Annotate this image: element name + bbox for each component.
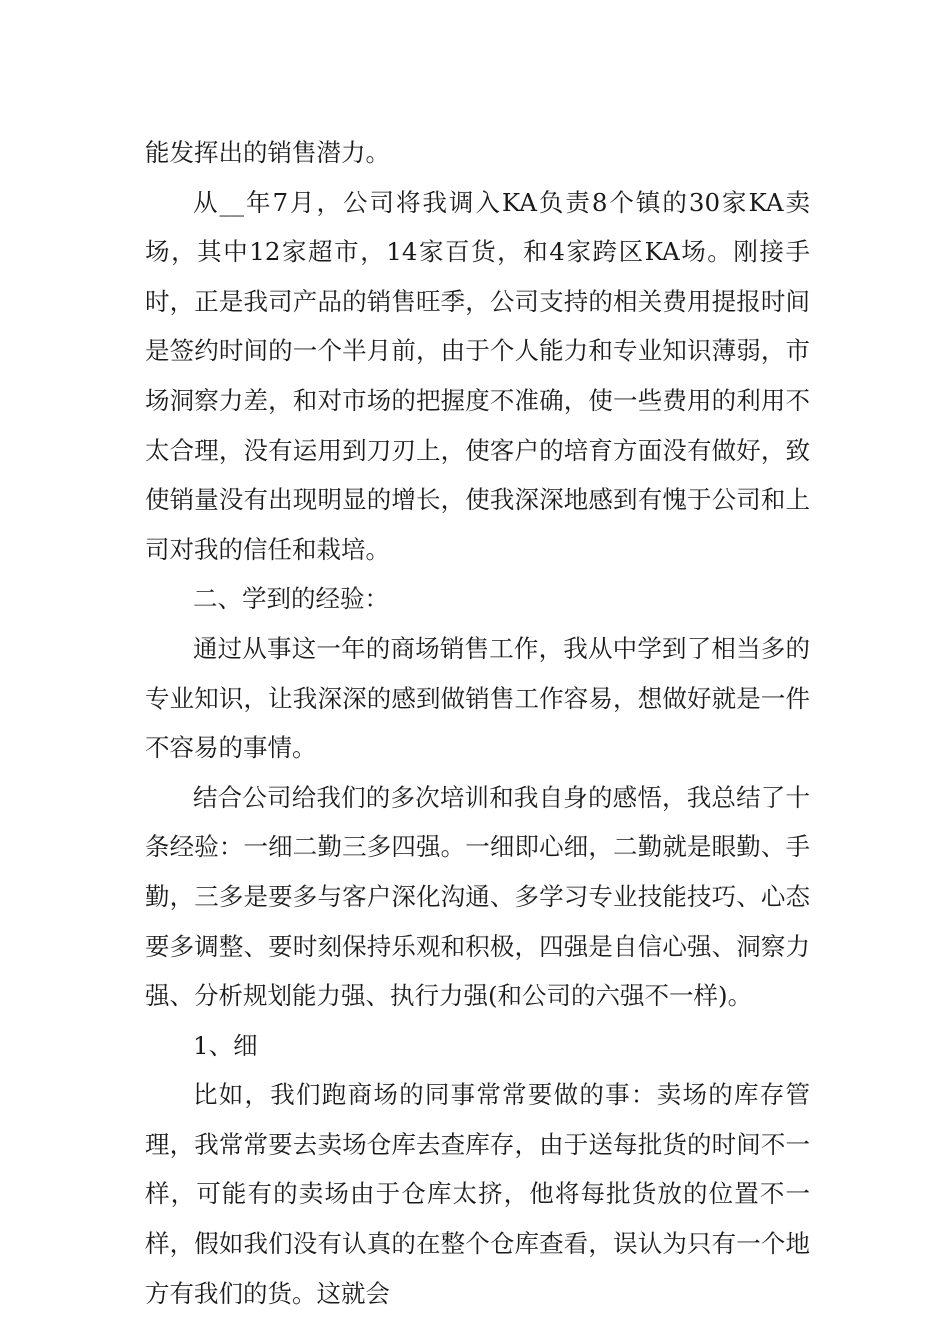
section-heading: 二、学到的经验： bbox=[193, 584, 389, 614]
paragraph: 结合公司给我们的多次培训和我自身的感悟，我总结了十条经验：一细二勤三多四强。一细即心细，二勤就是眼勤、手勤，三多是要多与客户深化沟通、多学习专业技能技巧、心态要多调整、要时刻保持乐观和积极，四强是自信心强、洞察力强、分析规划能力强、执行力强(和公司的六强不一样)。 bbox=[145, 782, 810, 1011]
document-body bbox=[145, 128, 810, 1318]
subsection-heading: 1、细 bbox=[193, 1030, 258, 1060]
paragraph: 能发挥出的销售潜力。 bbox=[145, 138, 390, 167]
paragraph: 通过从事这一年的商场销售工作，我从中学到了相当多的专业知识，让我深深的感到做销售工作容易，想做好就是一件不容易的事情。 bbox=[145, 633, 810, 763]
paragraph: 从__年7月，公司将我调入KA负责8个镇的30家KA卖场，其中12家超市，14家百货，和4家跨区KA场。刚接手时，正是我司产品的销售旺季，公司支持的相关费用提报时间是签约时间的一个半月前，由于个人能力和专业知识薄弱，市场洞察力差，和对市场的把握度不准确，使一些费用的利用不太合理，没有运用到刀刃上，使客户的培育方面没有做好，致使销量没有出现明显的增长，使我深深地感到有愧于公司和上司对我的信任和栽培。 bbox=[145, 187, 810, 564]
paragraph: 比如，我们跑商场的同事常常要做的事：卖场的库存管理，我常常要去卖场仓库去查库存，由于送每批货的时间不一样，可能有的卖场由于仓库太挤，他将每批货放的位置不一样，假如我们没有认真的在整个仓库查看，误认为只有一个地方有我们的货。这就会 bbox=[145, 1080, 810, 1308]
